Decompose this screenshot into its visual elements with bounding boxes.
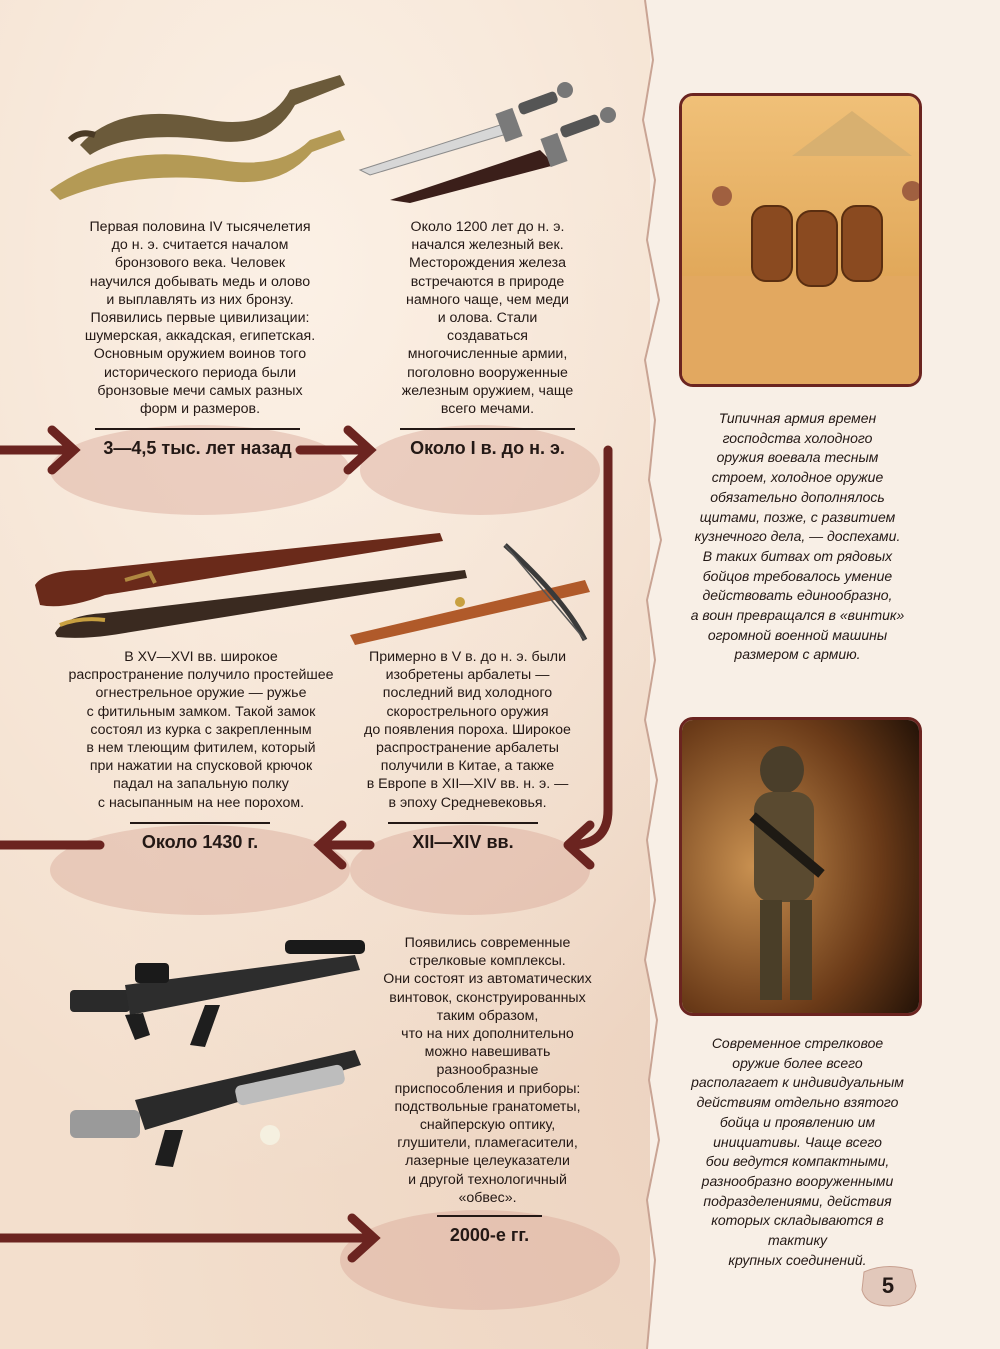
block-text-matchlock: В XV—XVI вв. широкое распространение получило простейшее огнестрельное оружие — ружье с фитильным замком. Такой замок состоял из курка с закрепленным в нем тлеющим фитилем, который при нажатии на спусковой крючок падал на запальную полку с насыпанным на нее порохом.	[68, 649, 334, 811]
period-label-modern: 2000-е гг.	[437, 1215, 542, 1246]
timeline-arrow	[0, 430, 74, 470]
period-label-iron-age: Около I в. до н. э.	[400, 428, 575, 459]
khopesh-swords-illustration	[40, 60, 360, 210]
period-label-bronze-age: 3—4,5 тыс. лет назад	[95, 428, 300, 459]
page-number: 5	[881, 1273, 895, 1298]
timeline-arrow	[0, 1218, 374, 1258]
modern-soldier-photo	[679, 717, 922, 1016]
modern-rifles-illustration	[55, 935, 385, 1175]
ancient-army-photo	[679, 93, 922, 387]
modern-soldier-caption: Современное стрелковое оружие более всего располагает к индивидуальным действиям отдельно взятого бойца и проявлению им инициативы. Чаще всего бои ведутся компактными, разнообразно вооруженными подразделениями, действия которых складываются в тактику крупных соединений.	[691, 1035, 904, 1268]
block-text-crossbow: Примерно в V в. до н. э. были изобретены арбалеты — последний вид холодного скорострельного оружия до появления пороха. Широкое распространение арбалеты получили в Китае, а также в Европе в XII—XIV вв. н. э. — в эпоху Средневековья.	[364, 649, 571, 811]
crossbow-illustration	[345, 540, 605, 650]
period-label-matchlock: Около 1430 г.	[130, 822, 270, 853]
block-text-modern: Появились современные стрелковые комплексы. Они состоят из автоматических винтовок, сконструированных таким образом, что на них дополнительно можно навешивать разнообразные приспособления и приборы: подствольные гранатометы, снайперскую оптику, глушители, пламегасители, лазерные целеуказатели и другой технологичный «обвес».	[383, 935, 592, 1206]
block-text-bronze-age: Первая половина IV тысячелетия до н. э. считается началом бронзового века. Человек научился добывать медь и олово и выплавлять из них бронзу. Появились первые цивилизации: шумерская, аккадская, египетская. Основным оружием воинов того исторического периода были бронзовые мечи самых разных форм и размеров.	[84, 219, 316, 418]
block-text-iron-age: Около 1200 лет до н. э. начался железный век. Месторождения железа встречаются в природе намного чаще, чем меди и олова. Стали создаваться многочисленные армии, поголовно вооруженные железным оружием, чаще всего мечами.	[401, 219, 574, 418]
ancient-army-caption: Типичная армия времен господства холодного оружия воевала тесным строем, холодное оружие обязательно дополнялось щитами, позже, с развитием кузнечного дела, — доспехами. В таких битвах от рядовых бойцов требовалось умение действовать единообразно, а воин превращался в «винтик» огромной военной машины размером с армию.	[690, 410, 905, 663]
period-label-crossbow: XII—XIV вв.	[388, 822, 538, 853]
roman-swords-illustration	[350, 75, 620, 205]
